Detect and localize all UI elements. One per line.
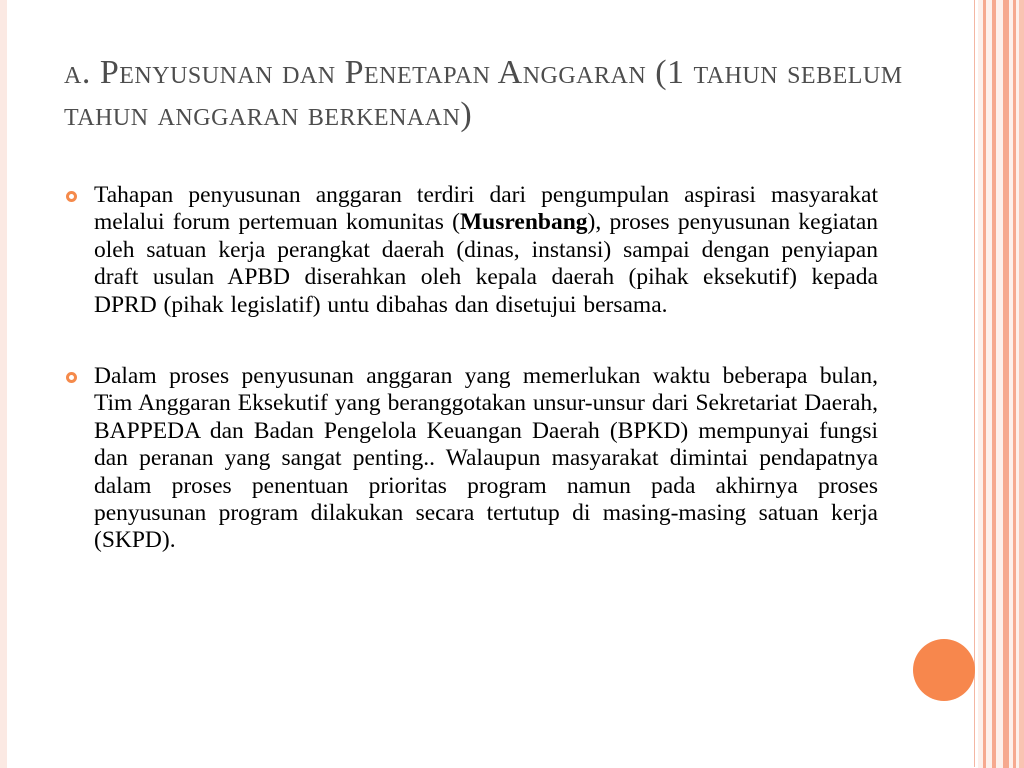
decorative-stripe (1019, 0, 1024, 768)
bullet-ring-icon (66, 372, 77, 383)
bullet-item (66, 363, 878, 555)
bullet-text-part: Tahapan penyusunan anggaran terdiri dari pengumpulan aspirasi masyarakat melalui forum pertemuan komunitas ( (94, 182, 878, 236)
slide-title: a. Penyusunan dan Penetapan Anggaran (1 tahun sebelum tahun anggaran berkenaan) (64, 54, 903, 133)
slide-body (66, 182, 878, 599)
bullet-item (66, 182, 878, 319)
decorative-stripe (1003, 0, 1009, 768)
decorative-circle (913, 639, 975, 701)
bullet-text (94, 182, 878, 319)
bullet-bold-term: Musrenbang (459, 209, 588, 236)
bullet-text-part: ), proses penyusunan kegiatan oleh satuan kerja perangkat daerah (dinas, instansi) sampai dengan penyiapan draft usulan APBD diserahkan oleh kepala daerah (pihak eksekutif) kepada DPRD (pihak legislatif) untu dibahas dan disetujui bersama. (94, 209, 878, 318)
decorative-stripe (1013, 0, 1016, 768)
decorative-stripe (992, 0, 996, 768)
bullet-ring-icon (66, 191, 77, 202)
decorative-stripe (983, 0, 986, 768)
bullet-text: Dalam proses penyusunan anggaran yang memerlukan waktu beberapa bulan, Tim Anggaran Eksekutif yang beranggotakan unsur-unsur dari Sekretariat Daerah, BAPPEDA dan Badan Pengelola Keuangan Daerah (BPKD) mempunyai fungsi dan peranan yang sangat penting.. Walaupun masyarakat dimintai pendapatnya dalam proses penentuan prioritas program namun pada akhirnya proses penyusunan program dilakukan secara tertutup di masing-masing satuan kerja (SKPD). (94, 363, 878, 554)
